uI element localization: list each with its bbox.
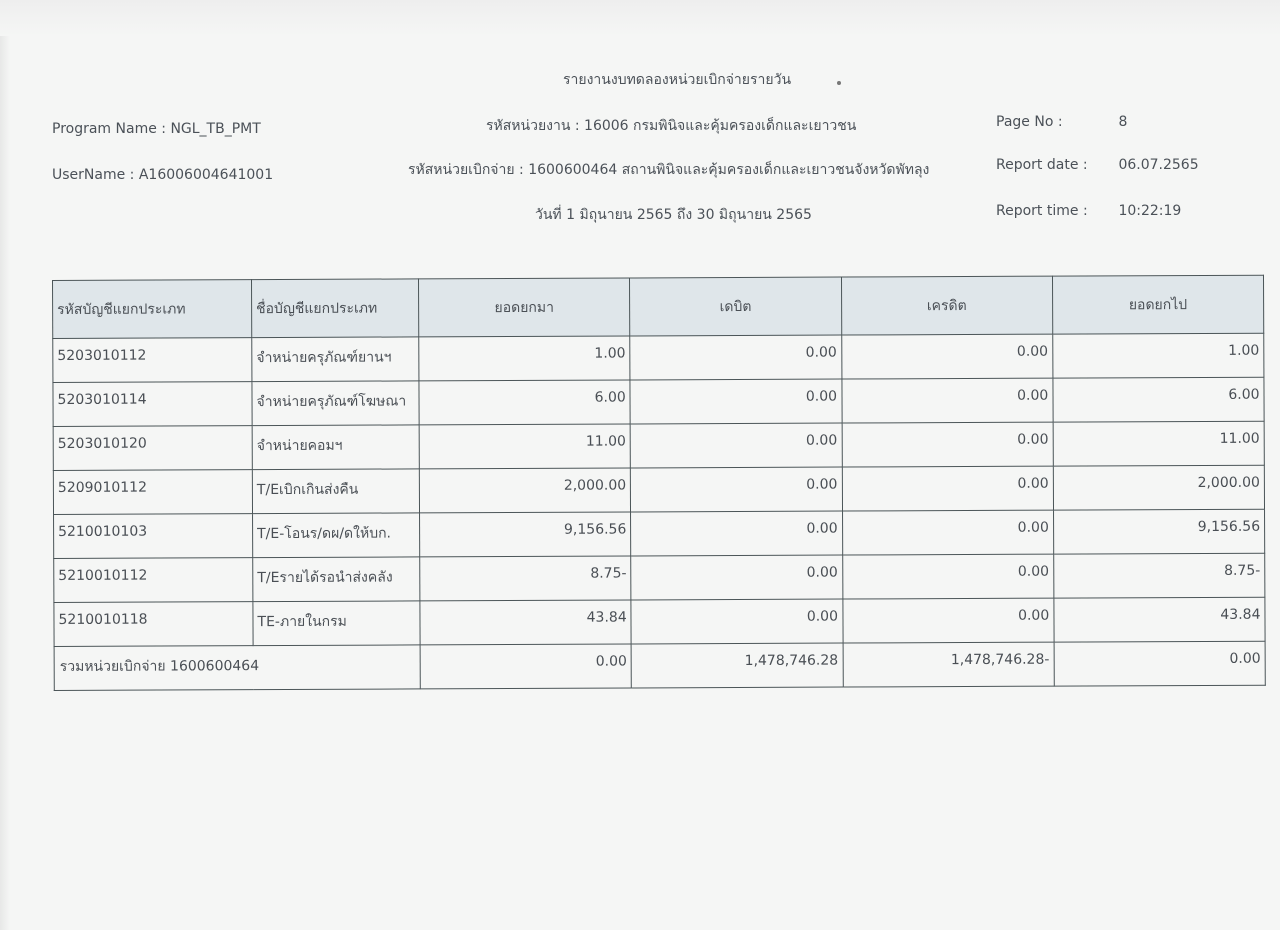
table-row xyxy=(53,377,1264,426)
row-account-code: 5209010112 xyxy=(53,470,252,515)
page-number-value: 8 xyxy=(1118,114,1128,130)
page-number-meta xyxy=(996,114,1127,130)
table-row xyxy=(54,553,1265,602)
trial-balance-table-wrapper xyxy=(52,275,1266,691)
table-header-row xyxy=(53,275,1264,338)
row-carried-forward: 2,000.00 xyxy=(1053,465,1264,510)
department-line: รหัสหน่วยงาน : 16006 กรมพินิจและคุ้มครองเด็กและเยาวชน xyxy=(486,118,857,134)
row-account-code: 5203010112 xyxy=(53,338,252,383)
trial-balance-table xyxy=(52,275,1266,691)
row-carried-forward: 8.75- xyxy=(1053,553,1264,598)
total-debit: 1,478,746.28 xyxy=(631,643,842,688)
report-date-label: Report date : xyxy=(996,157,1088,173)
username: UserName : A16006004641001 xyxy=(52,167,274,183)
row-credit: 0.00 xyxy=(842,598,1053,643)
row-account-code: 5203010114 xyxy=(53,382,252,427)
row-brought-forward: 1.00 xyxy=(419,336,630,381)
table-row xyxy=(53,421,1264,470)
table-row xyxy=(53,465,1264,514)
row-account-name: T/Eรายได้รอนำส่งคลัง xyxy=(253,557,420,602)
total-brought-forward: 0.00 xyxy=(420,644,631,689)
row-account-code: 5210010118 xyxy=(54,602,253,647)
header-debit: เดบิต xyxy=(630,277,842,336)
row-credit: 0.00 xyxy=(842,466,1053,511)
row-carried-forward: 43.84 xyxy=(1054,597,1265,642)
header-account-name: ชื่อบัญชีแยกประเภท xyxy=(252,279,419,338)
report-time-meta xyxy=(996,203,1181,219)
row-account-name: T/Eเบิกเกินส่งคืน xyxy=(252,469,419,514)
row-carried-forward: 11.00 xyxy=(1053,421,1264,466)
program-name: Program Name : NGL_TB_PMT xyxy=(52,121,261,137)
row-account-code: 5203010120 xyxy=(53,426,252,471)
row-debit: 0.00 xyxy=(631,555,842,600)
row-account-code: 5210010103 xyxy=(54,514,253,559)
row-credit: 0.00 xyxy=(842,554,1053,599)
row-debit: 0.00 xyxy=(631,599,842,644)
row-debit: 0.00 xyxy=(630,423,841,468)
header-carried-forward: ยอดยกไป xyxy=(1052,275,1264,334)
report-date-range: วันที่ 1 มิถุนายน 2565 ถึง 30 มิถุนายน 2565 xyxy=(535,207,812,223)
report-date-meta xyxy=(996,157,1199,173)
row-credit: 0.00 xyxy=(842,422,1053,467)
table-header xyxy=(53,275,1264,338)
row-carried-forward: 9,156.56 xyxy=(1053,509,1264,554)
page-number-label: Page No : xyxy=(996,114,1063,130)
row-account-name: T/E-โอนร/ดผ/ดให้บก. xyxy=(253,513,420,558)
row-brought-forward: 8.75- xyxy=(420,556,631,601)
row-credit: 0.00 xyxy=(842,510,1053,555)
report-time-label: Report time : xyxy=(996,203,1088,219)
total-carried-forward: 0.00 xyxy=(1054,641,1265,686)
row-credit: 0.00 xyxy=(841,378,1052,423)
total-label: รวมหน่วยเบิกจ่าย 1600600464 xyxy=(54,645,420,691)
row-carried-forward: 6.00 xyxy=(1053,377,1264,422)
row-account-name: จำหน่ายคอมฯ xyxy=(252,425,419,470)
row-brought-forward: 43.84 xyxy=(420,600,631,645)
row-account-name: TE-ภายในกรม xyxy=(253,601,420,646)
title-dot-mark xyxy=(837,81,841,85)
row-debit: 0.00 xyxy=(631,511,842,556)
row-brought-forward: 6.00 xyxy=(419,380,630,425)
table-row xyxy=(53,333,1264,382)
scan-top-edge xyxy=(0,0,1280,36)
header-account-code: รหัสบัญชีแยกประเภท xyxy=(53,280,252,339)
scan-left-edge xyxy=(0,36,10,930)
row-account-name: จำหน่ายครุภัณฑ์ยานฯ xyxy=(252,337,419,382)
report-date-value: 06.07.2565 xyxy=(1118,157,1199,173)
row-debit: 0.00 xyxy=(630,335,841,380)
header-credit: เครดิต xyxy=(841,276,1053,335)
table-total-row xyxy=(54,641,1265,690)
total-credit: 1,478,746.28- xyxy=(843,642,1054,687)
row-account-name: จำหน่ายครุภัณฑ์โฆษณา xyxy=(252,381,419,426)
table-body xyxy=(53,333,1266,690)
row-account-code: 5210010112 xyxy=(54,558,253,603)
report-time-value: 10:22:19 xyxy=(1118,203,1182,219)
row-debit: 0.00 xyxy=(630,379,841,424)
row-brought-forward: 9,156.56 xyxy=(420,512,631,557)
row-credit: 0.00 xyxy=(841,334,1052,379)
header-brought-forward: ยอดยกมา xyxy=(418,278,630,337)
disbursement-unit-line: รหัสหน่วยเบิกจ่าย : 1600600464 สถานพินิจและคุ้มครองเด็กและเยาวชนจังหวัดพัทลุง xyxy=(408,162,930,178)
row-brought-forward: 2,000.00 xyxy=(419,468,630,513)
table-row xyxy=(54,597,1265,646)
table-row xyxy=(54,509,1265,558)
row-carried-forward: 1.00 xyxy=(1052,333,1263,378)
report-title: รายงานงบทดลองหน่วยเบิกจ่ายรายวัน xyxy=(563,72,792,88)
row-brought-forward: 11.00 xyxy=(419,424,630,469)
row-debit: 0.00 xyxy=(631,467,842,512)
